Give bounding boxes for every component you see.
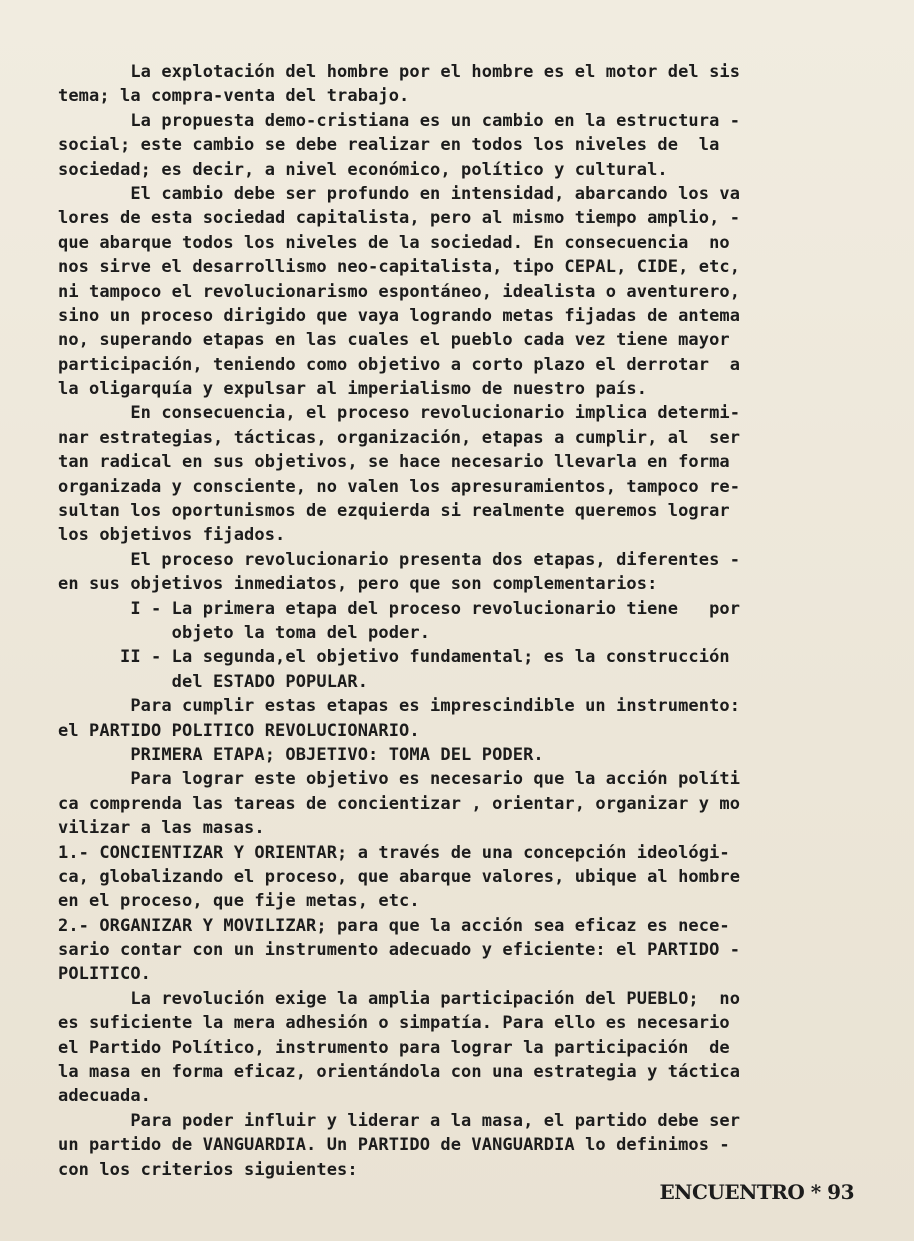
text-line: no, superando etapas en las cuales el pueblo cada vez tiene mayor — [58, 330, 730, 351]
text-line: PRIMERA ETAPA; OBJETIVO: TOMA DEL PODER. — [58, 744, 544, 765]
text-line: participación, teniendo como objetivo a corto plazo el derrotar a — [58, 354, 741, 375]
text-line: objeto la toma del poder. — [58, 622, 431, 643]
text-line: Para poder influir y liderar a la masa, el partido debe ser — [58, 1110, 741, 1131]
text-line: sario contar con un instrumento adecuado y eficiente: el PARTIDO - — [58, 940, 741, 961]
text-line: Para lograr este objetivo es necesario que la acción políti — [58, 769, 741, 790]
text-line: En consecuencia, el proceso revolucionario implica determi- — [58, 403, 741, 424]
text-line: Para cumplir estas etapas es imprescindible un instrumento: — [58, 696, 741, 717]
text-line: los objetivos fijados. — [58, 525, 286, 546]
text-line: 2.- ORGANIZAR Y MOVILIZAR; para que la acción sea eficaz es nece- — [58, 915, 730, 936]
text-line: del ESTADO POPULAR. — [58, 671, 369, 692]
text-line: con los criterios siguientes: — [58, 1159, 358, 1180]
text-line: la masa en forma eficaz, orientándola con una estrategia y táctica — [58, 1062, 741, 1083]
text-line: un partido de VANGUARDIA. Un PARTIDO de VANGUARDIA lo definimos - — [58, 1135, 730, 1156]
text-line: nar estrategias, tácticas, organización, etapas a cumplir, al ser — [58, 427, 741, 448]
text-line: tema; la compra-venta del trabajo. — [58, 86, 410, 107]
text-line: ca comprenda las tareas de concientizar , orientar, organizar y mo — [58, 793, 741, 814]
text-line: el Partido Político, instrumento para lograr la participación de — [58, 1037, 730, 1058]
text-line: sultan los oportunismos de ezquierda si realmente queremos lograr — [58, 501, 730, 522]
text-line: en el proceso, que fije metas, etc. — [58, 891, 420, 912]
text-line: POLITICO. — [58, 964, 152, 985]
text-line: 1.- CONCIENTIZAR Y ORIENTAR; a través de una concepción ideológi- — [58, 842, 730, 863]
text-line: social; este cambio se debe realizar en todos los niveles de la — [58, 135, 720, 156]
text-line: La revolución exige la amplia participación del PUEBLO; no — [58, 988, 741, 1009]
text-line: en sus objetivos inmediatos, pero que son complementarios: — [58, 574, 658, 595]
text-line: que abarque todos los niveles de la sociedad. En consecuencia no — [58, 232, 730, 253]
text-line: sino un proceso dirigido que vaya logrando metas fijadas de antema — [58, 305, 741, 326]
text-line: la oligarquía y expulsar al imperialismo de nuestro país. — [58, 379, 648, 400]
text-line: El cambio debe ser profundo en intensidad, abarcando los va — [58, 183, 741, 204]
text-line: La propuesta demo-cristiana es un cambio en la estructura - — [58, 110, 741, 131]
text-line: El proceso revolucionario presenta dos etapas, diferentes - — [58, 549, 741, 570]
text-line: nos sirve el desarrollismo neo-capitalista, tipo CEPAL, CIDE, etc, — [58, 257, 741, 278]
text-line: el PARTIDO POLITICO REVOLUCIONARIO. — [58, 720, 420, 741]
body-text — [58, 60, 858, 1182]
text-line: I - La primera etapa del proceso revolucionario tiene por — [58, 598, 741, 619]
text-line: lores de esta sociedad capitalista, pero al mismo tiempo amplio, - — [58, 208, 741, 229]
text-line: La explotación del hombre por el hombre es el motor del sis — [58, 62, 741, 82]
page-footer: ENCUENTRO * 93 — [659, 1180, 854, 1204]
text-line: sociedad; es decir, a nivel económico, político y cultural. — [58, 159, 668, 180]
text-line: organizada y consciente, no valen los apresuramientos, tampoco re- — [58, 476, 741, 497]
text-line: ca, globalizando el proceso, que abarque valores, ubique al hombre — [58, 866, 741, 887]
text-line: II - La segunda,el objetivo fundamental; es la construcción — [58, 647, 730, 668]
text-line: ni tampoco el revolucionarismo espontáneo, idealista o aventurero, — [58, 281, 741, 302]
text-line: vilizar a las masas. — [58, 818, 265, 839]
text-line: adecuada. — [58, 1086, 152, 1107]
text-line: es suficiente la mera adhesión o simpatía. Para ello es necesario — [58, 1013, 730, 1034]
text-line: tan radical en sus objetivos, se hace necesario llevarla en forma — [58, 452, 730, 473]
